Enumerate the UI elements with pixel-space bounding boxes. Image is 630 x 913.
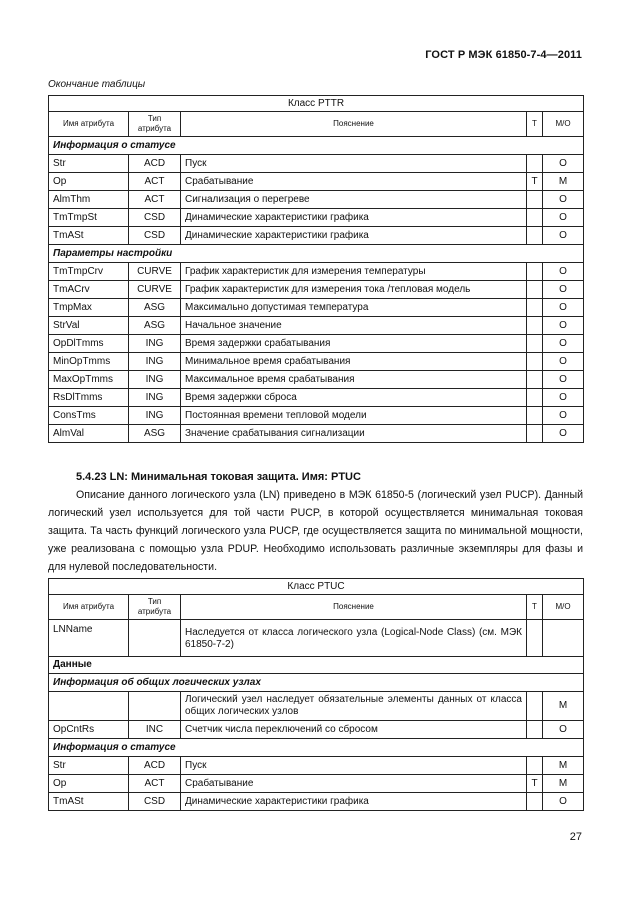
attr-mo: O bbox=[543, 721, 584, 739]
attr-t bbox=[527, 407, 543, 425]
attr-name: Op bbox=[49, 775, 129, 793]
attr-type: ACD bbox=[129, 155, 181, 173]
attr-mo: O bbox=[543, 317, 584, 335]
attr-mo: M bbox=[543, 692, 584, 721]
attr-t bbox=[527, 281, 543, 299]
attr-description: Динамические характеристики графика bbox=[181, 227, 527, 245]
attr-type: CURVE bbox=[129, 263, 181, 281]
attr-t bbox=[527, 692, 543, 721]
attr-mo: O bbox=[543, 209, 584, 227]
attr-t bbox=[527, 335, 543, 353]
attr-type bbox=[129, 620, 181, 657]
attr-description: Наследуется от класса логического узла (Logical-Node Class) (см. МЭК 61850-7-2) bbox=[181, 620, 527, 657]
attr-type: CSD bbox=[129, 793, 181, 811]
attr-t bbox=[527, 155, 543, 173]
attr-type bbox=[129, 692, 181, 721]
attr-description: Пуск bbox=[181, 155, 527, 173]
attr-description: Время задержки срабатывания bbox=[181, 335, 527, 353]
attr-type: ASG bbox=[129, 317, 181, 335]
attr-mo: O bbox=[543, 335, 584, 353]
table-row bbox=[49, 371, 584, 389]
table-row bbox=[49, 757, 584, 775]
table-row bbox=[49, 173, 584, 191]
pttr-class-table bbox=[48, 95, 584, 443]
attr-name: LNName bbox=[49, 620, 129, 657]
section-common-ln-info: Информация об общих логических узлах bbox=[49, 674, 584, 692]
attr-t bbox=[527, 353, 543, 371]
attr-mo: M bbox=[543, 173, 584, 191]
attr-mo: M bbox=[543, 775, 584, 793]
table-row bbox=[49, 775, 584, 793]
attr-t bbox=[527, 299, 543, 317]
column-header-name: Имя атрибута bbox=[49, 112, 129, 137]
attr-type: ACD bbox=[129, 757, 181, 775]
attr-mo: O bbox=[543, 263, 584, 281]
attr-mo: O bbox=[543, 353, 584, 371]
table-row bbox=[49, 191, 584, 209]
attr-description: Максимальное время срабатывания bbox=[181, 371, 527, 389]
table-row bbox=[49, 155, 584, 173]
attr-description: Логический узел наследует обязательные элементы данных от класса общих логических узлов bbox=[181, 692, 527, 721]
attr-description: Срабатывание bbox=[181, 173, 527, 191]
attr-type: ING bbox=[129, 371, 181, 389]
attr-t bbox=[527, 425, 543, 443]
table-continuation-caption: Окончание таблицы bbox=[48, 79, 146, 90]
table-row bbox=[49, 793, 584, 811]
attr-name: Op bbox=[49, 173, 129, 191]
attr-description: Динамические характеристики графика bbox=[181, 209, 527, 227]
attr-name: TmASt bbox=[49, 793, 129, 811]
attr-type: ING bbox=[129, 389, 181, 407]
attr-name: OpDlTmms bbox=[49, 335, 129, 353]
attr-type: ASG bbox=[129, 425, 181, 443]
attr-mo: O bbox=[543, 227, 584, 245]
ptuc-class-table bbox=[48, 578, 584, 811]
attr-type: ING bbox=[129, 335, 181, 353]
section-paragraph: Описание данного логического узла (LN) приведено в МЭК 61850-5 (логический узел PUCP). Данный логический узел используется для той части PUCP, в которой осуществляется минимальная токовая защита. Та часть функций логического узла PUCP, где осуществляется защита по минимальной мощности, уже реализована с помощью узла PDUP. Необходимо использовать различные экземпляры для фазы и для нулевой последовательности. bbox=[48, 489, 583, 573]
attr-t: T bbox=[527, 775, 543, 793]
table-row bbox=[49, 317, 584, 335]
table-row bbox=[49, 407, 584, 425]
attr-t bbox=[527, 371, 543, 389]
page-number: 27 bbox=[569, 831, 582, 843]
attr-mo: O bbox=[543, 371, 584, 389]
table-row bbox=[49, 263, 584, 281]
table-row bbox=[49, 281, 584, 299]
attr-mo: O bbox=[543, 793, 584, 811]
attr-type: ACT bbox=[129, 191, 181, 209]
table-row bbox=[49, 620, 584, 657]
attr-description: Постоянная времени тепловой модели bbox=[181, 407, 527, 425]
attr-description: Сигнализация о перегреве bbox=[181, 191, 527, 209]
attr-name: MinOpTmms bbox=[49, 353, 129, 371]
attr-name: TmTmpSt bbox=[49, 209, 129, 227]
attr-type: CSD bbox=[129, 227, 181, 245]
attr-type: ING bbox=[129, 407, 181, 425]
attr-type: ACT bbox=[129, 173, 181, 191]
attr-mo: O bbox=[543, 281, 584, 299]
attr-name: TmACrv bbox=[49, 281, 129, 299]
attr-t bbox=[527, 191, 543, 209]
attr-mo: O bbox=[543, 389, 584, 407]
attr-type: CSD bbox=[129, 209, 181, 227]
attr-mo: M bbox=[543, 757, 584, 775]
attr-description: График характеристик для измерения тока /тепловая модель bbox=[181, 281, 527, 299]
attr-name: OpCntRs bbox=[49, 721, 129, 739]
attr-t bbox=[527, 721, 543, 739]
column-header-description: Пояснение bbox=[181, 112, 527, 137]
attr-name bbox=[49, 692, 129, 721]
attr-t bbox=[527, 389, 543, 407]
attr-description: Срабатывание bbox=[181, 775, 527, 793]
document-standard-id: ГОСТ Р МЭК 61850-7-4—2011 bbox=[425, 49, 582, 61]
section-status-info: Информация о статусе bbox=[49, 739, 584, 757]
table-row bbox=[49, 721, 584, 739]
column-header-description: Пояснение bbox=[181, 595, 527, 620]
attr-name: TmASt bbox=[49, 227, 129, 245]
attr-t bbox=[527, 227, 543, 245]
attr-name: MaxOpTmms bbox=[49, 371, 129, 389]
table-class-title: Класс PTUC bbox=[49, 579, 584, 595]
column-header-type: Тип атрибута bbox=[129, 112, 181, 137]
column-header-type: Тип атрибута bbox=[129, 595, 181, 620]
section-settings: Параметры настройки bbox=[49, 245, 584, 263]
attr-mo bbox=[543, 620, 584, 657]
attr-t bbox=[527, 317, 543, 335]
attr-description: Минимальное время срабатывания bbox=[181, 353, 527, 371]
attr-t bbox=[527, 209, 543, 227]
table-row bbox=[49, 353, 584, 371]
attr-type: ACT bbox=[129, 775, 181, 793]
attr-mo: O bbox=[543, 425, 584, 443]
attr-type: INC bbox=[129, 721, 181, 739]
column-header-mo: М/О bbox=[543, 112, 584, 137]
column-header-t: Т bbox=[527, 112, 543, 137]
attr-description: Время задержки сброса bbox=[181, 389, 527, 407]
section-status-info: Информация о статусе bbox=[49, 137, 584, 155]
table-row bbox=[49, 335, 584, 353]
attr-type: ASG bbox=[129, 299, 181, 317]
table-row bbox=[49, 209, 584, 227]
table-row bbox=[49, 389, 584, 407]
attr-description: Максимально допустимая температура bbox=[181, 299, 527, 317]
attr-name: StrVal bbox=[49, 317, 129, 335]
column-header-name: Имя атрибута bbox=[49, 595, 129, 620]
table-row bbox=[49, 227, 584, 245]
table-row bbox=[49, 299, 584, 317]
attr-name: Str bbox=[49, 155, 129, 173]
attr-name: Str bbox=[49, 757, 129, 775]
attr-type: CURVE bbox=[129, 281, 181, 299]
attr-t bbox=[527, 620, 543, 657]
attr-name: AlmThm bbox=[49, 191, 129, 209]
section-heading: 5.4.23 LN: Минимальная токовая защита. Имя: PTUC bbox=[76, 471, 361, 483]
table-row bbox=[49, 425, 584, 443]
column-header-mo: М/О bbox=[543, 595, 584, 620]
attr-description: Значение срабатывания сигнализации bbox=[181, 425, 527, 443]
attr-description: Начальное значение bbox=[181, 317, 527, 335]
table-row bbox=[49, 692, 584, 721]
attr-name: TmpMax bbox=[49, 299, 129, 317]
attr-name: TmTmpCrv bbox=[49, 263, 129, 281]
section-data: Данные bbox=[49, 657, 584, 674]
attr-name: ConsTms bbox=[49, 407, 129, 425]
attr-description: Динамические характеристики графика bbox=[181, 793, 527, 811]
attr-mo: O bbox=[543, 191, 584, 209]
attr-mo: O bbox=[543, 299, 584, 317]
attr-mo: O bbox=[543, 407, 584, 425]
attr-t: T bbox=[527, 173, 543, 191]
attr-t bbox=[527, 263, 543, 281]
attr-mo: O bbox=[543, 155, 584, 173]
attr-description: Пуск bbox=[181, 757, 527, 775]
attr-name: AlmVal bbox=[49, 425, 129, 443]
attr-description: График характеристик для измерения температуры bbox=[181, 263, 527, 281]
attr-description: Счетчик числа переключений со сбросом bbox=[181, 721, 527, 739]
attr-t bbox=[527, 757, 543, 775]
attr-t bbox=[527, 793, 543, 811]
column-header-t: Т bbox=[527, 595, 543, 620]
attr-type: ING bbox=[129, 353, 181, 371]
attr-name: RsDlTmms bbox=[49, 389, 129, 407]
table-class-title: Класс PTTR bbox=[49, 96, 584, 112]
